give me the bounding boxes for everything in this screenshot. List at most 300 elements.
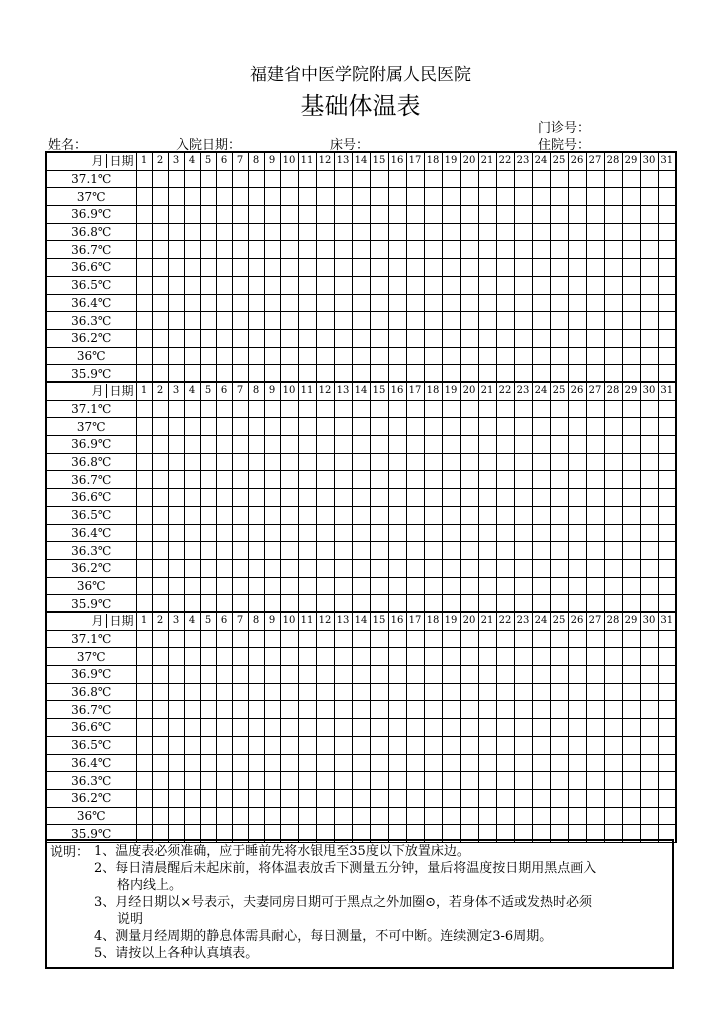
temperature-cell[interactable] (280, 701, 298, 719)
temperature-cell[interactable] (406, 471, 424, 489)
temperature-cell[interactable] (298, 347, 316, 365)
temperature-cell[interactable] (514, 630, 532, 648)
temperature-cell[interactable] (184, 453, 200, 471)
temperature-cell[interactable] (168, 453, 184, 471)
temperature-cell[interactable] (550, 436, 568, 454)
temperature-cell[interactable] (424, 276, 442, 294)
temperature-cell[interactable] (640, 294, 658, 312)
temperature-cell[interactable] (370, 683, 388, 701)
temperature-cell[interactable] (200, 489, 216, 507)
temperature-cell[interactable] (200, 559, 216, 577)
temperature-cell[interactable] (496, 736, 514, 754)
temperature-cell[interactable] (298, 506, 316, 524)
temperature-cell[interactable] (550, 789, 568, 807)
temperature-cell[interactable] (460, 595, 478, 613)
temperature-cell[interactable] (298, 595, 316, 613)
temperature-cell[interactable] (370, 542, 388, 560)
temperature-cell[interactable] (604, 807, 622, 825)
temperature-cell[interactable] (658, 312, 676, 330)
temperature-cell[interactable] (184, 471, 200, 489)
temperature-cell[interactable] (586, 276, 604, 294)
temperature-cell[interactable] (216, 418, 232, 436)
temperature-cell[interactable] (640, 595, 658, 613)
temperature-cell[interactable] (352, 736, 370, 754)
temperature-cell[interactable] (352, 524, 370, 542)
temperature-cell[interactable] (316, 241, 334, 259)
temperature-cell[interactable] (216, 754, 232, 772)
temperature-cell[interactable] (460, 648, 478, 666)
temperature-cell[interactable] (184, 329, 200, 347)
temperature-cell[interactable] (478, 754, 496, 772)
temperature-cell[interactable] (406, 418, 424, 436)
temperature-cell[interactable] (496, 365, 514, 383)
temperature-cell[interactable] (184, 506, 200, 524)
temperature-cell[interactable] (280, 241, 298, 259)
temperature-cell[interactable] (168, 683, 184, 701)
temperature-cell[interactable] (568, 789, 586, 807)
temperature-cell[interactable] (168, 648, 184, 666)
temperature-cell[interactable] (168, 241, 184, 259)
temperature-cell[interactable] (658, 365, 676, 383)
temperature-cell[interactable] (406, 683, 424, 701)
temperature-cell[interactable] (334, 312, 352, 330)
temperature-cell[interactable] (152, 294, 168, 312)
temperature-cell[interactable] (460, 577, 478, 595)
temperature-cell[interactable] (568, 736, 586, 754)
temperature-cell[interactable] (136, 170, 152, 188)
temperature-cell[interactable] (622, 719, 640, 737)
temperature-cell[interactable] (658, 347, 676, 365)
temperature-cell[interactable] (334, 506, 352, 524)
temperature-cell[interactable] (442, 559, 460, 577)
temperature-cell[interactable] (514, 754, 532, 772)
temperature-cell[interactable] (168, 772, 184, 790)
temperature-cell[interactable] (496, 170, 514, 188)
temperature-cell[interactable] (136, 489, 152, 507)
temperature-cell[interactable] (200, 595, 216, 613)
temperature-cell[interactable] (136, 542, 152, 560)
temperature-cell[interactable] (264, 542, 280, 560)
temperature-cell[interactable] (352, 719, 370, 737)
temperature-cell[interactable] (248, 312, 264, 330)
temperature-cell[interactable] (152, 400, 168, 418)
temperature-cell[interactable] (388, 559, 406, 577)
temperature-cell[interactable] (496, 329, 514, 347)
temperature-cell[interactable] (460, 329, 478, 347)
temperature-cell[interactable] (568, 772, 586, 790)
temperature-cell[interactable] (514, 347, 532, 365)
temperature-cell[interactable] (232, 736, 248, 754)
temperature-cell[interactable] (334, 259, 352, 277)
temperature-cell[interactable] (550, 206, 568, 224)
temperature-cell[interactable] (388, 524, 406, 542)
temperature-cell[interactable] (406, 736, 424, 754)
temperature-cell[interactable] (442, 365, 460, 383)
temperature-cell[interactable] (136, 506, 152, 524)
temperature-cell[interactable] (658, 188, 676, 206)
temperature-cell[interactable] (136, 807, 152, 825)
temperature-cell[interactable] (136, 188, 152, 206)
temperature-cell[interactable] (550, 577, 568, 595)
temperature-cell[interactable] (640, 542, 658, 560)
temperature-cell[interactable] (658, 223, 676, 241)
temperature-cell[interactable] (184, 666, 200, 684)
temperature-cell[interactable] (550, 170, 568, 188)
temperature-cell[interactable] (388, 400, 406, 418)
temperature-cell[interactable] (586, 595, 604, 613)
temperature-cell[interactable] (442, 648, 460, 666)
temperature-cell[interactable] (604, 223, 622, 241)
temperature-cell[interactable] (280, 276, 298, 294)
temperature-cell[interactable] (658, 471, 676, 489)
temperature-cell[interactable] (658, 542, 676, 560)
temperature-cell[interactable] (200, 789, 216, 807)
temperature-cell[interactable] (658, 595, 676, 613)
temperature-cell[interactable] (334, 754, 352, 772)
temperature-cell[interactable] (550, 471, 568, 489)
temperature-cell[interactable] (136, 418, 152, 436)
temperature-cell[interactable] (622, 312, 640, 330)
temperature-cell[interactable] (406, 400, 424, 418)
temperature-cell[interactable] (550, 807, 568, 825)
temperature-cell[interactable] (352, 365, 370, 383)
temperature-cell[interactable] (424, 666, 442, 684)
temperature-cell[interactable] (352, 772, 370, 790)
temperature-cell[interactable] (460, 294, 478, 312)
temperature-cell[interactable] (550, 754, 568, 772)
temperature-cell[interactable] (216, 365, 232, 383)
temperature-cell[interactable] (406, 506, 424, 524)
temperature-cell[interactable] (514, 241, 532, 259)
temperature-cell[interactable] (152, 630, 168, 648)
temperature-cell[interactable] (298, 524, 316, 542)
temperature-cell[interactable] (168, 329, 184, 347)
temperature-cell[interactable] (604, 365, 622, 383)
temperature-cell[interactable] (136, 471, 152, 489)
temperature-cell[interactable] (352, 188, 370, 206)
temperature-cell[interactable] (406, 772, 424, 790)
temperature-cell[interactable] (424, 347, 442, 365)
temperature-cell[interactable] (370, 506, 388, 524)
temperature-cell[interactable] (406, 453, 424, 471)
temperature-cell[interactable] (248, 188, 264, 206)
temperature-cell[interactable] (478, 206, 496, 224)
temperature-cell[interactable] (216, 683, 232, 701)
temperature-cell[interactable] (298, 170, 316, 188)
temperature-cell[interactable] (658, 559, 676, 577)
temperature-cell[interactable] (640, 259, 658, 277)
temperature-cell[interactable] (532, 223, 550, 241)
temperature-cell[interactable] (152, 789, 168, 807)
temperature-cell[interactable] (424, 701, 442, 719)
temperature-cell[interactable] (388, 666, 406, 684)
temperature-cell[interactable] (388, 418, 406, 436)
temperature-cell[interactable] (184, 595, 200, 613)
temperature-cell[interactable] (622, 577, 640, 595)
temperature-cell[interactable] (136, 223, 152, 241)
temperature-cell[interactable] (478, 347, 496, 365)
temperature-cell[interactable] (370, 666, 388, 684)
temperature-cell[interactable] (370, 595, 388, 613)
temperature-cell[interactable] (622, 188, 640, 206)
temperature-cell[interactable] (316, 524, 334, 542)
temperature-cell[interactable] (514, 453, 532, 471)
temperature-cell[interactable] (568, 223, 586, 241)
temperature-cell[interactable] (232, 807, 248, 825)
temperature-cell[interactable] (168, 188, 184, 206)
temperature-cell[interactable] (136, 666, 152, 684)
temperature-cell[interactable] (622, 630, 640, 648)
temperature-cell[interactable] (424, 630, 442, 648)
temperature-cell[interactable] (334, 436, 352, 454)
temperature-cell[interactable] (152, 170, 168, 188)
temperature-cell[interactable] (658, 400, 676, 418)
temperature-cell[interactable] (442, 736, 460, 754)
temperature-cell[interactable] (604, 188, 622, 206)
temperature-cell[interactable] (152, 524, 168, 542)
temperature-cell[interactable] (370, 772, 388, 790)
temperature-cell[interactable] (280, 754, 298, 772)
temperature-cell[interactable] (568, 754, 586, 772)
temperature-cell[interactable] (184, 400, 200, 418)
temperature-cell[interactable] (232, 276, 248, 294)
temperature-cell[interactable] (280, 595, 298, 613)
temperature-cell[interactable] (460, 524, 478, 542)
temperature-cell[interactable] (424, 772, 442, 790)
temperature-cell[interactable] (406, 206, 424, 224)
temperature-cell[interactable] (424, 241, 442, 259)
temperature-cell[interactable] (514, 259, 532, 277)
temperature-cell[interactable] (370, 188, 388, 206)
temperature-cell[interactable] (568, 294, 586, 312)
temperature-cell[interactable] (280, 577, 298, 595)
temperature-cell[interactable] (622, 666, 640, 684)
temperature-cell[interactable] (550, 559, 568, 577)
temperature-cell[interactable] (514, 436, 532, 454)
temperature-cell[interactable] (478, 453, 496, 471)
temperature-cell[interactable] (248, 595, 264, 613)
temperature-cell[interactable] (334, 595, 352, 613)
temperature-cell[interactable] (424, 648, 442, 666)
temperature-cell[interactable] (316, 206, 334, 224)
temperature-cell[interactable] (200, 418, 216, 436)
temperature-cell[interactable] (152, 701, 168, 719)
temperature-cell[interactable] (388, 241, 406, 259)
temperature-cell[interactable] (264, 648, 280, 666)
temperature-cell[interactable] (640, 418, 658, 436)
temperature-cell[interactable] (370, 524, 388, 542)
temperature-cell[interactable] (658, 577, 676, 595)
temperature-cell[interactable] (216, 400, 232, 418)
temperature-cell[interactable] (442, 223, 460, 241)
temperature-cell[interactable] (550, 772, 568, 790)
temperature-cell[interactable] (264, 312, 280, 330)
temperature-cell[interactable] (604, 241, 622, 259)
temperature-cell[interactable] (216, 170, 232, 188)
temperature-cell[interactable] (406, 276, 424, 294)
temperature-cell[interactable] (406, 807, 424, 825)
temperature-cell[interactable] (152, 683, 168, 701)
temperature-cell[interactable] (248, 400, 264, 418)
temperature-cell[interactable] (568, 630, 586, 648)
temperature-cell[interactable] (514, 666, 532, 684)
temperature-cell[interactable] (232, 701, 248, 719)
temperature-cell[interactable] (184, 719, 200, 737)
temperature-cell[interactable] (478, 701, 496, 719)
temperature-cell[interactable] (424, 170, 442, 188)
temperature-cell[interactable] (316, 719, 334, 737)
temperature-cell[interactable] (388, 719, 406, 737)
temperature-cell[interactable] (568, 276, 586, 294)
temperature-cell[interactable] (184, 276, 200, 294)
temperature-cell[interactable] (264, 719, 280, 737)
temperature-cell[interactable] (248, 241, 264, 259)
temperature-cell[interactable] (640, 400, 658, 418)
temperature-cell[interactable] (388, 542, 406, 560)
temperature-cell[interactable] (264, 453, 280, 471)
temperature-cell[interactable] (280, 542, 298, 560)
temperature-cell[interactable] (298, 683, 316, 701)
temperature-cell[interactable] (640, 719, 658, 737)
temperature-cell[interactable] (184, 559, 200, 577)
temperature-cell[interactable] (232, 683, 248, 701)
temperature-cell[interactable] (168, 524, 184, 542)
temperature-cell[interactable] (442, 630, 460, 648)
temperature-cell[interactable] (280, 524, 298, 542)
temperature-cell[interactable] (604, 418, 622, 436)
temperature-cell[interactable] (232, 524, 248, 542)
temperature-cell[interactable] (496, 683, 514, 701)
temperature-cell[interactable] (460, 719, 478, 737)
temperature-cell[interactable] (496, 807, 514, 825)
temperature-cell[interactable] (388, 630, 406, 648)
temperature-cell[interactable] (622, 223, 640, 241)
temperature-cell[interactable] (622, 807, 640, 825)
temperature-cell[interactable] (532, 630, 550, 648)
temperature-cell[interactable] (232, 648, 248, 666)
temperature-cell[interactable] (658, 630, 676, 648)
temperature-cell[interactable] (370, 754, 388, 772)
temperature-cell[interactable] (152, 223, 168, 241)
temperature-cell[interactable] (460, 754, 478, 772)
temperature-cell[interactable] (168, 347, 184, 365)
temperature-cell[interactable] (280, 772, 298, 790)
temperature-cell[interactable] (568, 259, 586, 277)
temperature-cell[interactable] (232, 506, 248, 524)
temperature-cell[interactable] (280, 559, 298, 577)
temperature-cell[interactable] (200, 524, 216, 542)
temperature-cell[interactable] (152, 719, 168, 737)
temperature-cell[interactable] (200, 329, 216, 347)
temperature-cell[interactable] (514, 683, 532, 701)
temperature-cell[interactable] (216, 719, 232, 737)
temperature-cell[interactable] (280, 683, 298, 701)
temperature-cell[interactable] (586, 418, 604, 436)
temperature-cell[interactable] (264, 259, 280, 277)
temperature-cell[interactable] (200, 807, 216, 825)
temperature-cell[interactable] (622, 400, 640, 418)
temperature-cell[interactable] (334, 789, 352, 807)
temperature-cell[interactable] (136, 259, 152, 277)
temperature-cell[interactable] (604, 683, 622, 701)
temperature-cell[interactable] (168, 807, 184, 825)
temperature-cell[interactable] (248, 276, 264, 294)
temperature-cell[interactable] (604, 312, 622, 330)
temperature-cell[interactable] (604, 453, 622, 471)
temperature-cell[interactable] (496, 701, 514, 719)
temperature-cell[interactable] (264, 347, 280, 365)
temperature-cell[interactable] (586, 436, 604, 454)
temperature-cell[interactable] (352, 754, 370, 772)
temperature-cell[interactable] (232, 188, 248, 206)
temperature-cell[interactable] (604, 524, 622, 542)
temperature-cell[interactable] (248, 436, 264, 454)
temperature-cell[interactable] (568, 400, 586, 418)
temperature-cell[interactable] (388, 259, 406, 277)
temperature-cell[interactable] (184, 701, 200, 719)
temperature-cell[interactable] (640, 206, 658, 224)
temperature-cell[interactable] (568, 188, 586, 206)
temperature-cell[interactable] (136, 400, 152, 418)
temperature-cell[interactable] (424, 559, 442, 577)
temperature-cell[interactable] (604, 630, 622, 648)
temperature-cell[interactable] (478, 772, 496, 790)
temperature-cell[interactable] (216, 188, 232, 206)
temperature-cell[interactable] (168, 312, 184, 330)
temperature-cell[interactable] (248, 506, 264, 524)
temperature-cell[interactable] (216, 453, 232, 471)
temperature-cell[interactable] (334, 683, 352, 701)
temperature-cell[interactable] (168, 736, 184, 754)
temperature-cell[interactable] (550, 241, 568, 259)
temperature-cell[interactable] (280, 312, 298, 330)
temperature-cell[interactable] (514, 170, 532, 188)
temperature-cell[interactable] (442, 807, 460, 825)
temperature-cell[interactable] (248, 754, 264, 772)
temperature-cell[interactable] (496, 542, 514, 560)
temperature-cell[interactable] (136, 701, 152, 719)
temperature-cell[interactable] (658, 294, 676, 312)
temperature-cell[interactable] (532, 365, 550, 383)
temperature-cell[interactable] (586, 365, 604, 383)
temperature-cell[interactable] (424, 400, 442, 418)
temperature-cell[interactable] (640, 347, 658, 365)
temperature-cell[interactable] (264, 666, 280, 684)
temperature-cell[interactable] (424, 294, 442, 312)
temperature-cell[interactable] (478, 436, 496, 454)
temperature-cell[interactable] (232, 489, 248, 507)
temperature-cell[interactable] (568, 170, 586, 188)
temperature-cell[interactable] (298, 400, 316, 418)
temperature-cell[interactable] (152, 259, 168, 277)
temperature-cell[interactable] (514, 294, 532, 312)
temperature-cell[interactable] (604, 276, 622, 294)
temperature-cell[interactable] (478, 559, 496, 577)
temperature-cell[interactable] (264, 329, 280, 347)
temperature-cell[interactable] (298, 577, 316, 595)
temperature-cell[interactable] (460, 701, 478, 719)
temperature-cell[interactable] (388, 807, 406, 825)
temperature-cell[interactable] (532, 789, 550, 807)
temperature-cell[interactable] (136, 736, 152, 754)
temperature-cell[interactable] (640, 241, 658, 259)
temperature-cell[interactable] (424, 259, 442, 277)
temperature-cell[interactable] (568, 471, 586, 489)
temperature-cell[interactable] (334, 365, 352, 383)
temperature-cell[interactable] (460, 365, 478, 383)
temperature-cell[interactable] (388, 276, 406, 294)
temperature-cell[interactable] (658, 170, 676, 188)
